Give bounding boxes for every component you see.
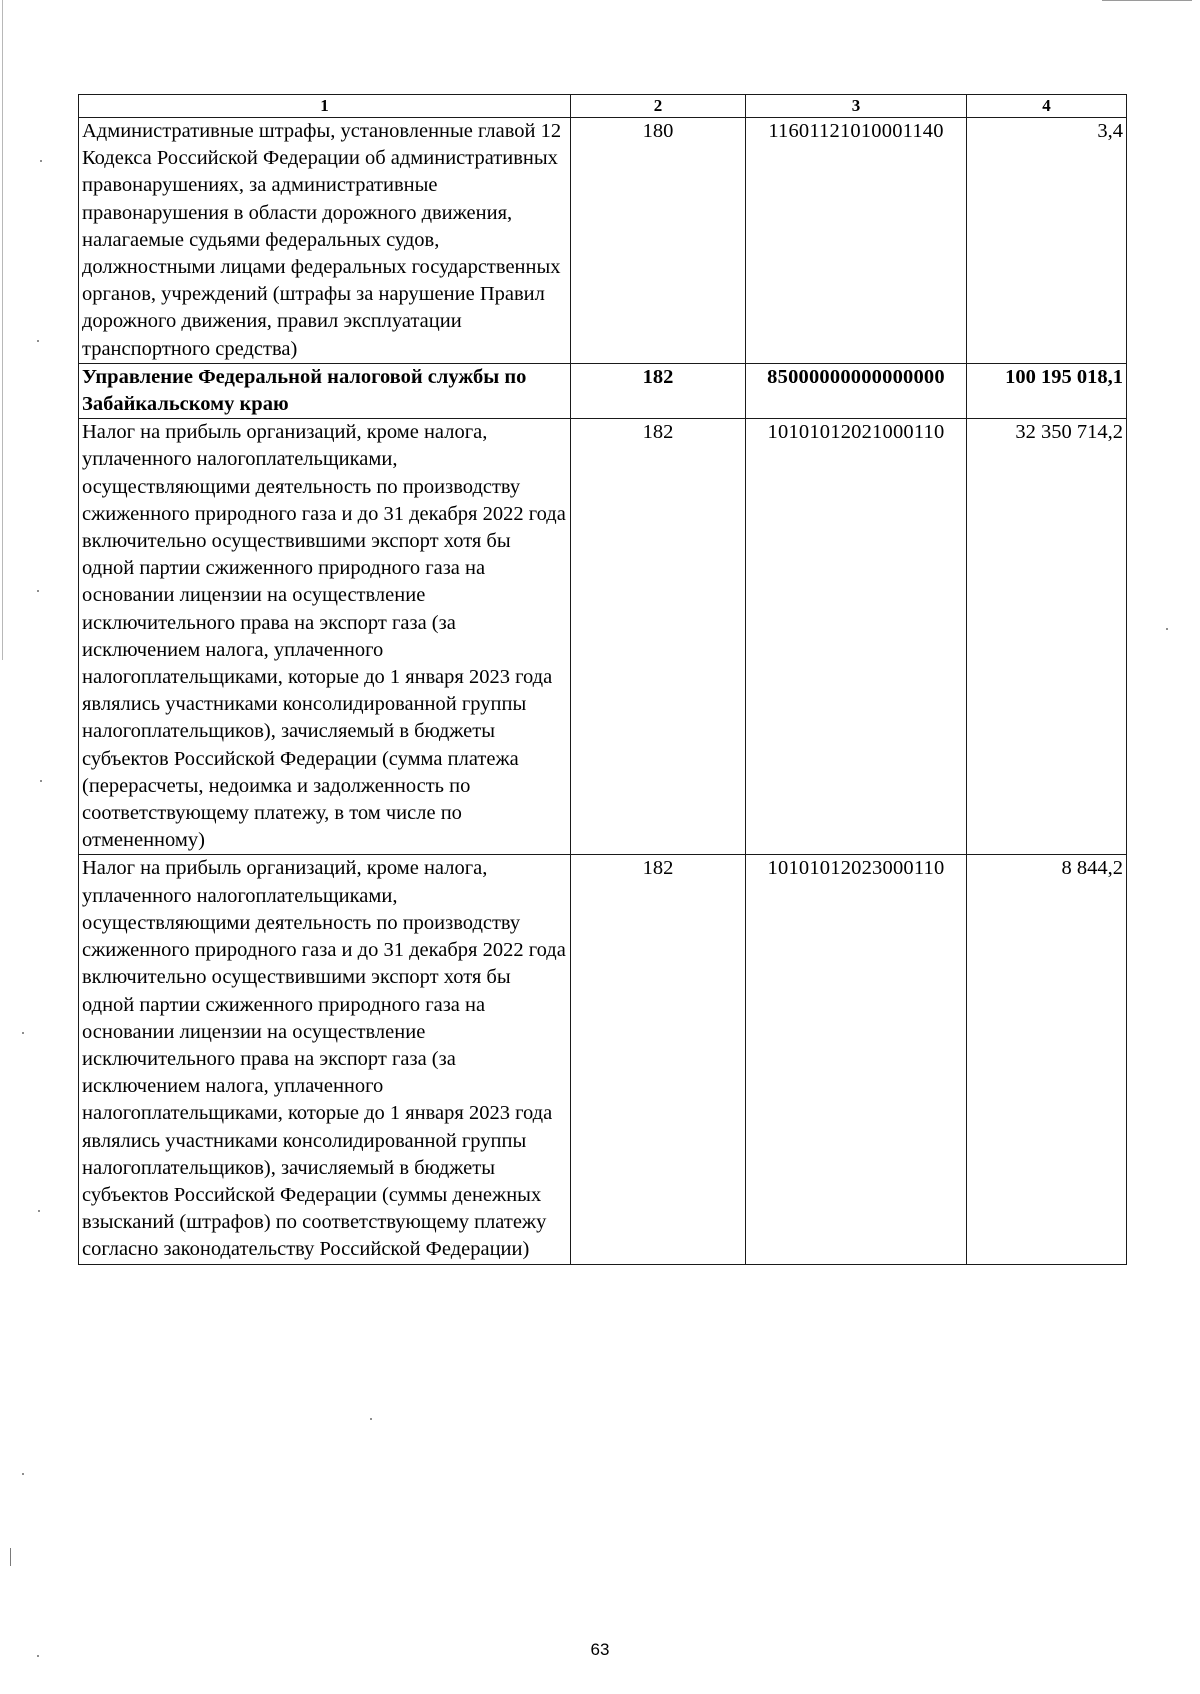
table-row <box>79 118 1127 364</box>
row-kbk-code: 85000000000000000 <box>746 363 967 418</box>
scan-speck <box>40 780 42 782</box>
scan-mark <box>10 1548 11 1566</box>
table-body <box>79 118 1127 1265</box>
row-amount: 3,4 <box>967 118 1127 364</box>
scan-edge-line <box>2 0 3 660</box>
column-header-1: 1 <box>79 95 571 118</box>
table-row-administrator <box>79 363 1127 418</box>
table-row <box>79 419 1127 855</box>
header-row <box>79 95 1127 118</box>
scan-speck <box>38 1210 40 1212</box>
row-amount: 100 195 018,1 <box>967 363 1127 418</box>
table-row <box>79 855 1127 1264</box>
scan-speck <box>37 340 39 342</box>
scan-edge-mark <box>1102 0 1192 1</box>
row-description: Административные штрафы, установленные главой 12 Кодекса Российской Федерации об административных правонарушениях, за административные правонарушения в области дорожного движения, налагаемые судьями федеральных судов, должностными лицами федеральных государственных органов, учреждений (штрафы за нарушение Правил дорожного движения, правил эксплуатации транспортного средства) <box>79 118 571 364</box>
row-kbk-code: 11601121010001140 <box>746 118 967 364</box>
row-admin-code: 180 <box>571 118 746 364</box>
column-header-3: 3 <box>746 95 967 118</box>
row-admin-code: 182 <box>571 419 746 855</box>
row-amount: 32 350 714,2 <box>967 419 1127 855</box>
scan-speck <box>22 1473 24 1475</box>
row-kbk-code: 10101012021000110 <box>746 419 967 855</box>
scan-speck <box>370 1418 372 1420</box>
row-description: Налог на прибыль организаций, кроме налога, уплаченного налогоплательщиками, осуществляющими деятельность по производству сжиженного природного газа и до 31 декабря 2022 года включительно осуществившими экспорт хотя бы одной партии сжиженного природного газа на основании лицензии на осуществление исключительного права на экспорт газа (за исключением налога, уплаченного налогоплательщиками, которые до 1 января 2023 года являлись участниками консолидированной группы налогоплательщиков), зачисляемый в бюджеты субъектов Российской Федерации (сумма платежа (перерасчеты, недоимка и задолженность по соответствующему платежу, в том числе по отмененному) <box>79 419 571 855</box>
row-description: Налог на прибыль организаций, кроме налога, уплаченного налогоплательщиками, осуществляющими деятельность по производству сжиженного природного газа и до 31 декабря 2022 года включительно осуществившими экспорт хотя бы одной партии сжиженного природного газа на основании лицензии на осуществление исключительного права на экспорт газа (за исключением налога, уплаченного налогоплательщиками, которые до 1 января 2023 года являлись участниками консолидированной группы налогоплательщиков), зачисляемый в бюджеты субъектов Российской Федерации (суммы денежных взысканий (штрафов) по соответствующему платежу согласно законодательству Российской Федерации) <box>79 855 571 1264</box>
page-number: 63 <box>590 1640 610 1659</box>
row-amount: 8 844,2 <box>967 855 1127 1264</box>
scan-speck <box>37 590 39 592</box>
table-header <box>79 95 1127 118</box>
column-header-2: 2 <box>571 95 746 118</box>
scan-speck <box>22 1032 24 1034</box>
budget-revenue-table <box>78 94 1127 1265</box>
column-header-4: 4 <box>967 95 1127 118</box>
row-kbk-code: 10101012023000110 <box>746 855 967 1264</box>
scan-speck <box>40 160 42 162</box>
row-admin-code: 182 <box>571 363 746 418</box>
scan-speck <box>1166 628 1168 630</box>
row-admin-code: 182 <box>571 855 746 1264</box>
row-description: Управление Федеральной налоговой службы по Забайкальскому краю <box>79 363 571 418</box>
